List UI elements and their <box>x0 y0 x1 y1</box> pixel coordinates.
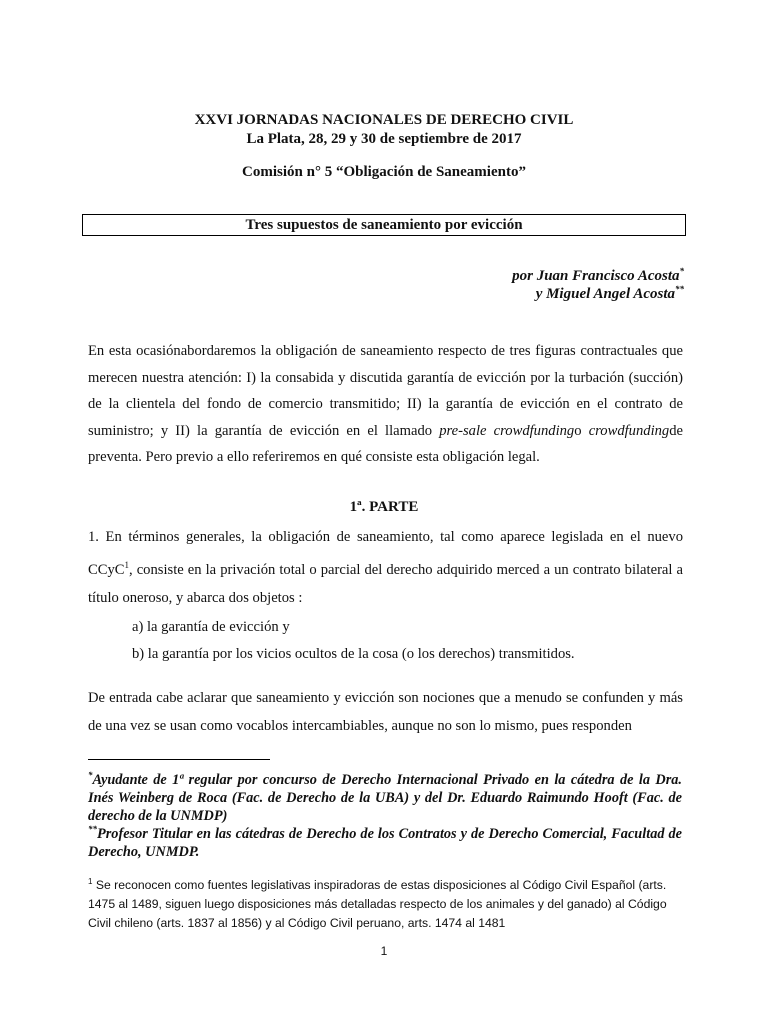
footnote-text-1: Ayudante de 1ª regular por concurso de Derecho Internacional Privado en la cátedra de la Dra. Inés Weinberg de Roca (Fac. de Derecho de la UBA) y del Dr. Eduardo Raimundo Hooft (Fac. de derecho de la UNMDP) <box>88 771 682 824</box>
author-line-2 <box>536 284 684 303</box>
paper-title-box <box>82 214 686 236</box>
conference-date-place: La Plata, 28, 29 y 30 de septiembre de 2017 <box>246 131 522 147</box>
section-paragraph-1 <box>88 523 683 612</box>
author-1-footnote-mark: * <box>679 266 684 276</box>
footnote-ref-1: 1 <box>124 560 129 570</box>
footnote-mark-1: * <box>88 770 93 780</box>
footnote-text-2: Profesor Titular en las cátedras de Derecho de los Contratos y de Derecho Comercial, Facultad de Derecho, UNMDP. <box>88 825 682 860</box>
author-line-1 <box>512 266 684 285</box>
paragraph-1-end: , consiste en la privación total o parcial del derecho adquirido merced a un contrato bilateral a título oneroso, y abarca dos objetos : <box>88 561 683 606</box>
section-heading: 1ª. PARTE <box>349 499 419 515</box>
conference-title: XXVI JORNADAS NACIONALES DE DERECHO CIVIL <box>194 112 574 128</box>
footnote-mark-3: 1 <box>88 877 93 886</box>
author-2: y Miguel Angel Acosta <box>535 286 675 302</box>
footnote-text-3: Se reconocen como fuentes legislativas inspiradoras de estas disposiciones al Código Civil Español (arts. 1475 al 1489, siguen luego disposiciones más detalladas respecto de los animales y del ganado) al Código Civil chileno (arts. 1837 al 1856) y al Código Civil peruano, arts. 1474 al 1481 <box>88 878 667 931</box>
footnote-mark-2: ** <box>88 824 97 834</box>
list-item-a: a) la garantía de evicción y <box>132 619 290 635</box>
intro-italic-2: crowdfunding <box>588 422 670 439</box>
section-paragraph-2: De entrada cabe aclarar que saneamiento y evicción son nociones que a menudo se confunden y más de una vez se usan como vocablos intercambiables, aunque no son lo mismo, pues responden <box>88 690 683 734</box>
author-2-footnote-mark: ** <box>675 284 684 294</box>
intro-text-3: de preventa. Pero previo a ello referiremos en qué consiste esta obligación legal. <box>88 422 684 465</box>
footnote-author-1 <box>88 766 682 825</box>
footnote-1 <box>88 872 684 933</box>
commission-heading: Comisión n° 5 “Obligación de Saneamiento” <box>242 164 526 180</box>
author-1: por Juan Francisco Acosta <box>512 268 680 284</box>
intro-text-2: o <box>574 422 589 439</box>
paper-title: Tres supuestos de saneamiento por evicción <box>245 217 523 233</box>
paragraph-1-start: 1. En términos generales, la obligación de saneamiento, tal como aparece legislada en el nuevo CCyC <box>88 529 683 578</box>
page-number: 1 <box>380 944 388 958</box>
list-item-b: b) la garantía por los vicios ocultos de la cosa (o los derechos) transmitidos. <box>132 646 575 662</box>
footnote-separator <box>88 759 270 760</box>
intro-paragraph <box>88 338 683 471</box>
intro-italic-1: pre-sale crowdfunding <box>439 422 575 439</box>
intro-text-1: En esta ocasiónabordaremos la obligación de saneamiento respecto de tres figuras contractuales que merecen nuestra atención: I) la consabida y discutida garantía de evicción por la turbación (succión) de la clientela del fondo de comercio transmitido; II) la garantía de evicción en el contrato de suministro; y II) la garantía de evicción en el llamado <box>88 343 683 439</box>
footnote-author-2 <box>88 820 682 861</box>
